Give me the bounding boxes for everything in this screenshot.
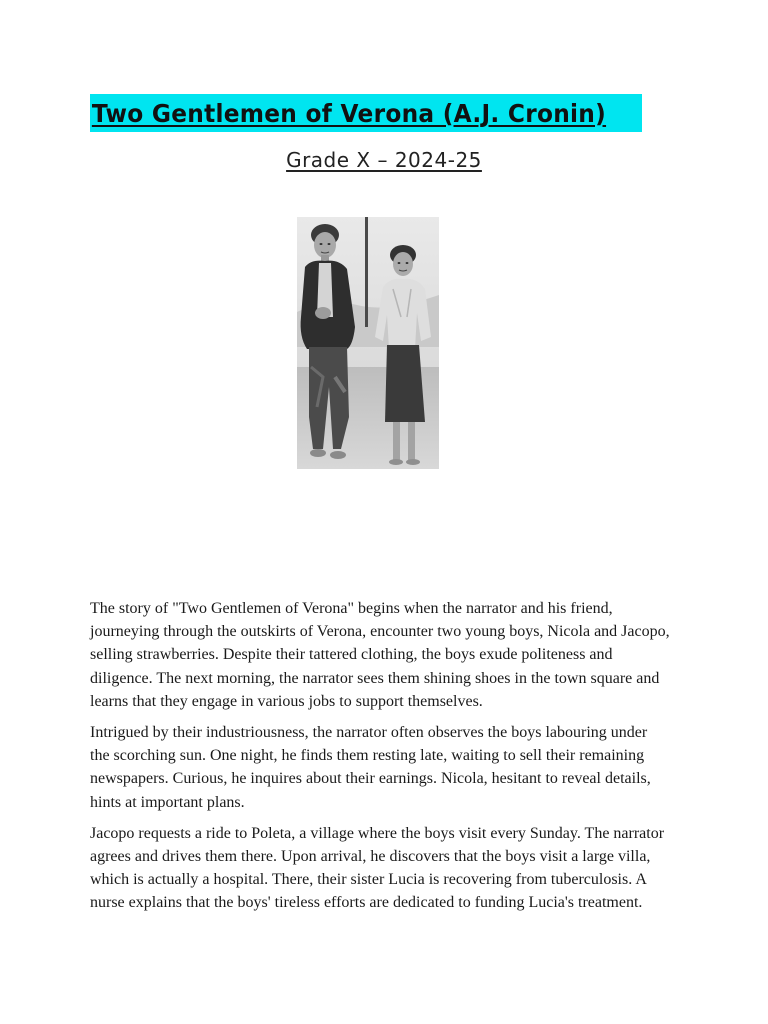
- paragraph-1: The story of "Two Gentlemen of Verona" begins when the narrator and his friend, journeying through the outskirts of Verona, encounter two young boys, Nicola and Jacopo, selling strawberries. Despite their tattered clothing, the boys exude politeness and diligence. The next morning, the narrator sees them shining shoes in the town square and learns that they engage in various jobs to support themselves.: [90, 600, 670, 710]
- story-summary: [90, 597, 670, 923]
- document-subtitle: Grade X – 2024-25: [286, 148, 482, 172]
- boys-photo: [297, 217, 439, 469]
- title-highlight: [90, 94, 642, 132]
- paragraph-2: Intrigued by their industriousness, the narrator often observes the boys labouring under the scorching sun. One night, he finds them resting late, waiting to sell their remaining newspapers. Curious, he inquires about their earnings. Nicola, hesitant to reveal details, hints at important plans.: [90, 724, 651, 811]
- paragraph-3: Jacopo requests a ride to Poleta, a village where the boys visit every Sunday. The narrator agrees and drives them there. Upon arrival, he discovers that the boys visit a large villa, which is actually a hospital. There, their sister Lucia is recovering from tuberculosis. A nurse explains that the boys' tireless efforts are dedicated to funding Lucia's treatment.: [90, 824, 665, 912]
- document-title: Two Gentlemen of Verona (A.J. Cronin): [91, 98, 607, 128]
